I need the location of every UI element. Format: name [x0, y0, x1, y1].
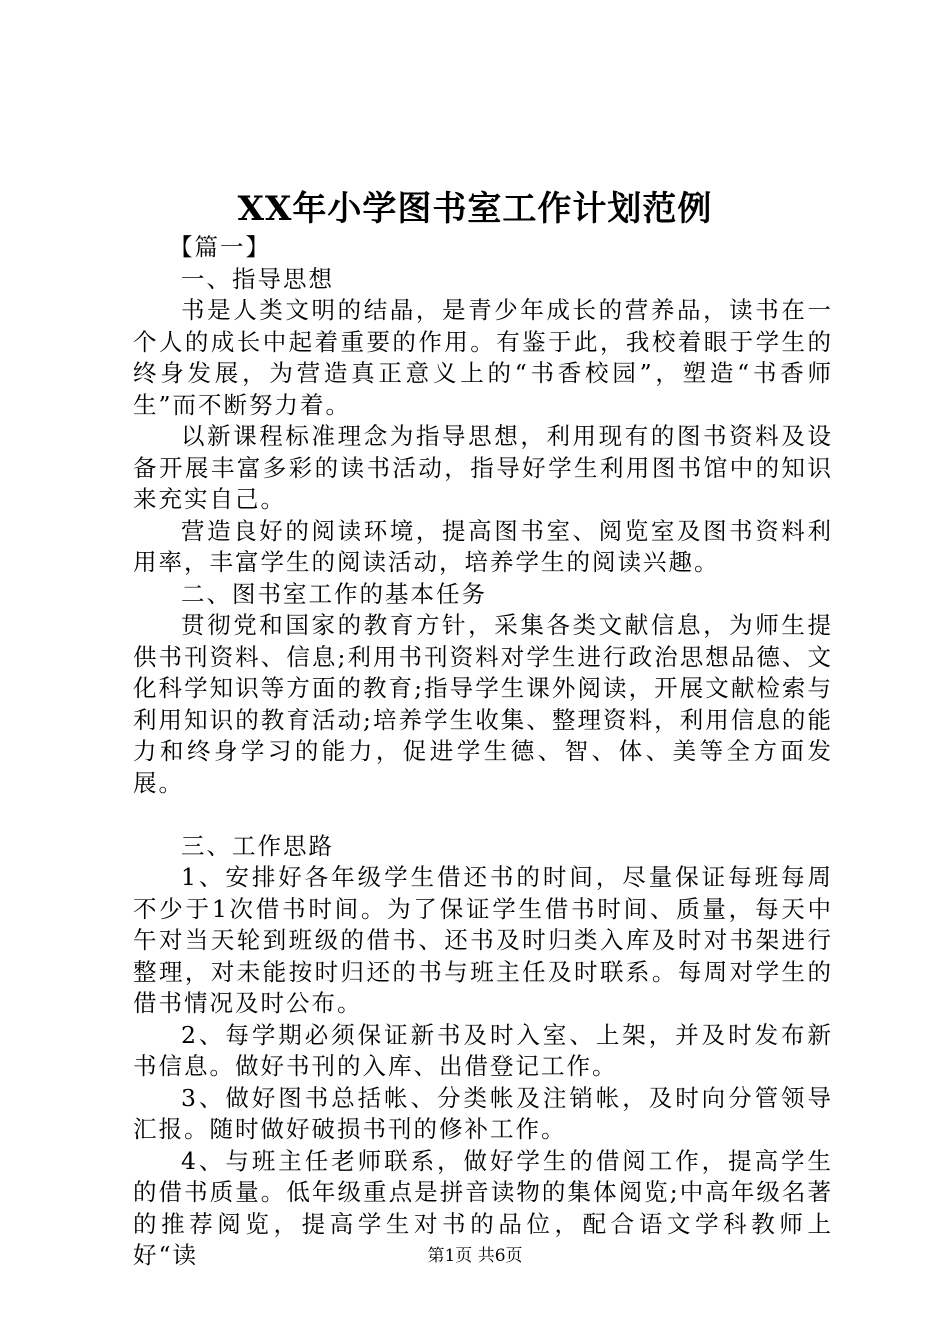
- paragraph-5: 1、安排好各年级学生借还书的时间，尽量保证每班每周不少于1次借书时间。为了保证学生借书时间、质量，每天中午对当天轮到班级的借书、还书及时归类入库及时对书架进行整理，对未能按时归还的书与班主任及时联系。每周对学生的借书情况及时公布。: [133, 863, 833, 1017]
- heading-basic-tasks: 二、图书室工作的基本任务: [181, 579, 487, 608]
- document-body: [133, 232, 833, 1272]
- paragraph-3: 营造良好的阅读环境，提高图书室、阅览室及图书资料利用率，丰富学生的阅读活动，培养学生的阅读兴趣。: [133, 516, 833, 576]
- heading-guiding-thought: 一、指导思想: [181, 264, 334, 293]
- paragraph-1: 书是人类文明的结晶，是青少年成长的营养品，读书在一个人的成长中起着重要的作用。有鉴于此，我校着眼于学生的终身发展，为营造真正意义上的“书香校园”，塑造“书香师生”而不断努力着。: [133, 296, 833, 419]
- paragraph-4: 贯彻党和国家的教育方针，采集各类文献信息，为师生提供书刊资料、信息;利用书刊资料对学生进行政治思想品德、文化科学知识等方面的教育;指导学生课外阅读，开展文献检索与利用知识的教育活动;培养学生收集、整理资料，利用信息的能力和终身学习的能力，促进学生德、智、体、美等全方面发展。: [133, 611, 833, 797]
- paragraph-6: 2、每学期必须保证新书及时入室、上架，并及时发布新书信息。做好书刊的入库、出借登记工作。: [133, 1020, 833, 1080]
- document-title: XX年小学图书室工作计划范例: [237, 189, 713, 229]
- page-footer: 第1页 共6页: [427, 1246, 523, 1266]
- paragraph-2: 以新课程标准理念为指导思想，利用现有的图书资料及设备开展丰富多彩的读书活动，指导好学生利用图书馆中的知识来充实自己。: [133, 422, 833, 513]
- paragraph-8: 4、与班主任老师联系，做好学生的借阅工作，提高学生的借书质量。低年级重点是拼音读物的集体阅览;中高年级名著的推荐阅览，提高学生对书的品位，配合语文学科教师上好“读: [133, 1146, 833, 1269]
- section-tag: 【篇一】: [169, 233, 271, 261]
- paragraph-7: 3、做好图书总括帐、分类帐及注销帐，及时向分管领导汇报。随时做好破损书刊的修补工作。: [133, 1083, 833, 1143]
- blank-line: [133, 799, 833, 831]
- heading-work-ideas: 三、工作思路: [181, 831, 334, 860]
